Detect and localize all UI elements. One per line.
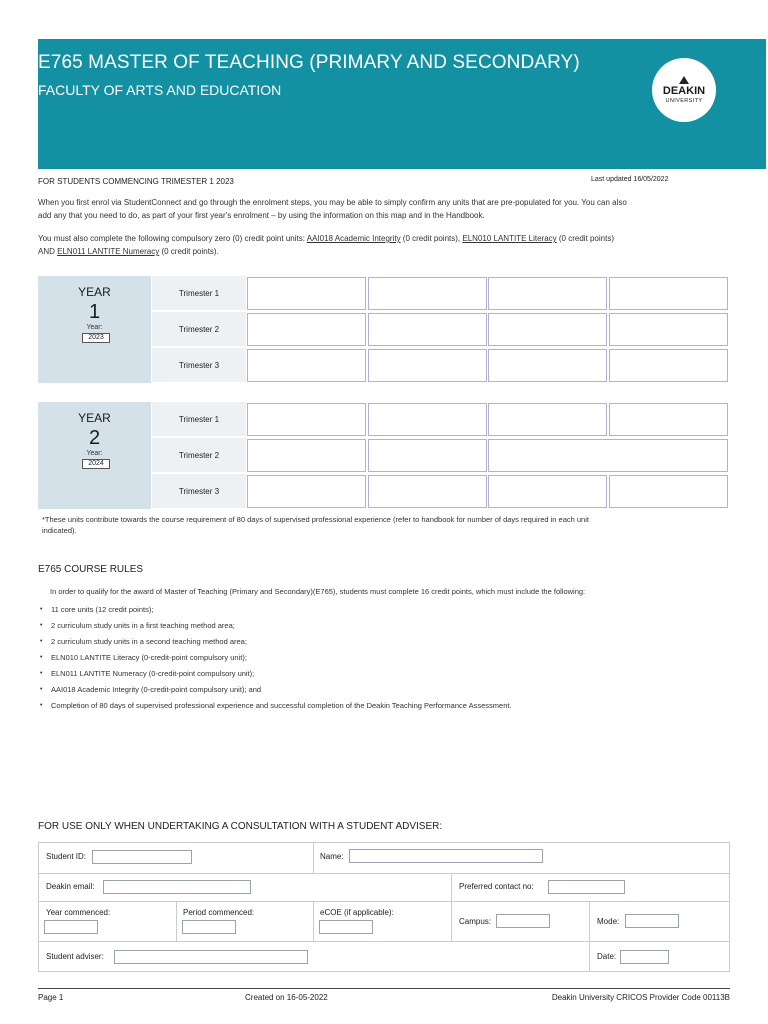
unit-cell [247,439,366,472]
year-2-trimester-1: Trimester 1 [152,402,246,436]
unit-cell [368,313,487,346]
footnote-line: indicated). [42,526,77,535]
list-item: • ELN011 LANTITE Numeracy (0-credit-point compulsory unit); [38,668,512,684]
year-1-label: YEAR [78,285,111,299]
unit-cell [488,313,607,346]
form-divider [313,842,314,873]
student-id-field[interactable] [92,850,192,864]
unit-cell [609,349,728,382]
form-divider [589,901,590,941]
form-divider [451,873,452,901]
list-item: • 2 curriculum study units in a second teaching method area; [38,636,512,652]
ecoe-label: eCOE (if applicable): [320,908,394,917]
page-number: Page 1 [38,993,64,1002]
year-commenced-field[interactable] [44,920,98,934]
link-aai018[interactable]: AAI018 Academic Integrity [306,234,401,243]
link-eln010[interactable]: ELN010 LANTITE Literacy [462,234,557,243]
preferred-contact-field[interactable] [548,880,625,894]
unit-cell [247,277,366,310]
deakin-logo [652,58,716,122]
unit-cell [609,313,728,346]
period-commenced-label: Period commenced: [183,908,255,917]
unit-cell [488,277,607,310]
compulsory-text: AND [38,247,58,256]
ecoe-field[interactable] [319,920,373,934]
unit-cell-wide [488,439,728,472]
year-commenced-label: Year commenced: [46,908,111,917]
campus-label: Campus: [459,917,492,926]
form-divider [313,901,314,941]
unit-cell [368,439,487,472]
logo-subtext: UNIVERSITY [665,97,703,104]
year-1-value: 2023 [82,333,110,343]
logo-text: DEAKIN [662,84,706,97]
footer-divider [38,988,730,989]
year-2-trimester-3: Trimester 3 [152,474,246,508]
name-label: Name: [320,852,344,861]
year-1-caption: Year: [86,324,103,331]
unit-cell [247,475,366,508]
consultation-title: FOR USE ONLY WHEN UNDERTAKING A CONSULTATION WITH A STUDENT ADVISER: [38,821,443,832]
period-commenced-field[interactable] [182,920,236,934]
student-adviser-field[interactable] [114,950,308,964]
cricos-code: Deakin University CRICOS Provider Code 00113B [551,993,730,1002]
year-2-value: 2024 [82,459,110,469]
list-item: • ELN010 LANTITE Literacy (0-credit-point compulsory unit); [38,652,512,668]
unit-cell [247,349,366,382]
list-item: • 2 curriculum study units in a first teaching method area; [38,620,512,636]
form-divider [176,901,177,941]
preferred-contact-label: Preferred contact no: [459,882,534,891]
list-item: • 11 core units (12 credit points); [38,604,512,620]
compulsory-text: You must also complete the following compulsory zero (0) credit point units: [38,234,307,243]
date-field[interactable] [620,950,669,964]
intro-paragraph [38,196,738,222]
year-1-trimester-3: Trimester 3 [152,348,246,382]
date-label: Date: [597,952,617,961]
unit-cell [368,403,487,436]
year-2-caption: Year: [86,450,103,457]
student-adviser-label: Student adviser: [46,952,104,961]
compulsory-text: (0 credit points) [556,234,614,243]
link-eln011[interactable]: ELN011 LANTITE Numeracy [57,247,160,256]
logo-mark-icon [679,76,689,84]
compulsory-text: (0 credit points), [400,234,463,243]
deakin-email-label: Deakin email: [46,882,95,891]
footnote-line: *These units contribute towards the course requirement of 80 days of supervised professional experience (refer to handbook for number of days required in each unit [42,515,589,524]
deakin-email-field[interactable] [103,880,251,894]
created-date: Created on 16-05-2022 [245,993,328,1002]
unit-cell [609,475,728,508]
form-divider [38,941,730,942]
course-rules-intro: In order to qualify for the award of Master of Teaching (Primary and Secondary)(E765), students must complete 16 credit points, which must include the following: [50,587,586,596]
unit-cell [247,403,366,436]
unit-cell [368,349,487,382]
unit-cell [368,277,487,310]
year-1-trimester-1: Trimester 1 [152,276,246,310]
compulsory-paragraph [38,232,738,258]
page-title: E765 MASTER OF TEACHING (PRIMARY AND SECONDARY) [38,52,580,73]
unit-cell [368,475,487,508]
unit-cell [609,277,728,310]
form-divider [589,941,590,972]
footnote [42,514,732,536]
page-subtitle: FACULTY OF ARTS AND EDUCATION [38,82,282,98]
form-divider [38,873,730,874]
list-item: • Completion of 80 days of supervised professional experience and successful completion of the Deakin Teaching Performance Assessment. [38,700,512,716]
intro-line: add any that you need to do, as part of your first year's enrolment – by using the information on this map and in the Handbook. [38,211,485,220]
name-field[interactable] [349,849,543,863]
student-id-label: Student ID: [46,852,87,861]
campus-field[interactable] [496,914,550,928]
year-2-number: 2 [88,427,101,449]
year-2-trimester-2: Trimester 2 [152,438,246,472]
unit-cell [247,313,366,346]
unit-cell [488,349,607,382]
compulsory-text: (0 credit points). [159,247,219,256]
unit-cell [609,403,728,436]
course-rules-title: E765 COURSE RULES [38,564,144,575]
course-rules-list [38,604,512,716]
mode-field[interactable] [625,914,679,928]
form-divider [38,901,730,902]
last-updated: Last updated 16/05/2022 [591,176,669,183]
mode-label: Mode: [597,917,620,926]
year-2-label: YEAR [78,411,111,425]
commencing-heading: FOR STUDENTS COMMENCING TRIMESTER 1 2023 [38,177,234,186]
list-item: • AAI018 Academic Integrity (0-credit-point compulsory unit); and [38,684,512,700]
year-1-number: 1 [88,301,101,323]
form-divider [451,901,452,941]
year-1-trimester-2: Trimester 2 [152,312,246,346]
intro-line: When you first enrol via StudentConnect and go through the enrolment steps, you may be able to simply confirm any units that are pre-populated for you. You can also [38,198,627,207]
unit-cell [488,475,607,508]
unit-cell [488,403,607,436]
